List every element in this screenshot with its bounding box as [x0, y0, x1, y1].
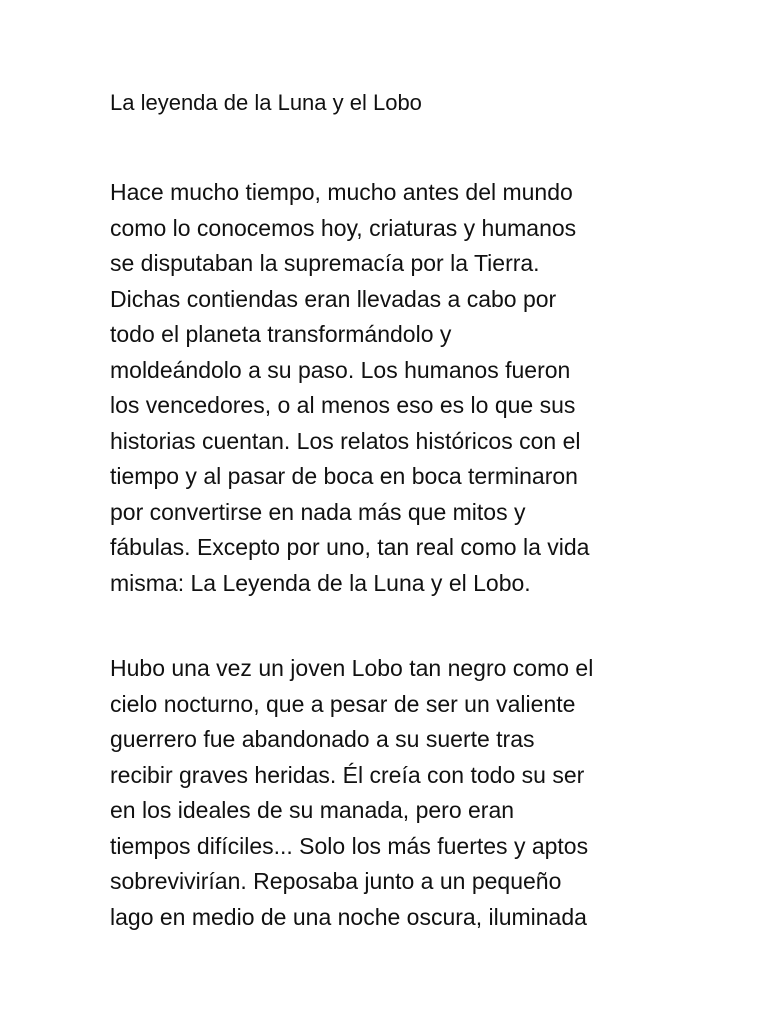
text-line: moldeándolo a su paso. Los humanos fueron: [110, 356, 571, 383]
text-line: Hace mucho tiempo, mucho antes del mundo: [110, 179, 573, 205]
text-line: como lo conocemos hoy, criaturas y humanos: [110, 214, 577, 241]
text-line: tiempo y al pasar de boca en boca terminaron: [110, 463, 578, 489]
text-line: Dichas contiendas eran llevadas a cabo por: [110, 285, 557, 312]
text-line: lago en medio de una noche oscura, iluminada: [110, 903, 587, 930]
text-line: todo el planeta transformándolo y: [110, 321, 452, 347]
document-title: La leyenda de la Luna y el Lobo: [110, 90, 422, 115]
text-line: se disputaban la supremacía por la Tierra.: [110, 250, 540, 276]
text-line: fábulas. Excepto por uno, tan real como la vida: [110, 534, 590, 560]
text-line: tiempos difíciles... Solo los más fuertes y aptos: [110, 832, 589, 859]
paragraph-1: [110, 175, 589, 601]
text-line: sobrevivirían. Reposaba junto a un pequeño: [110, 868, 562, 894]
text-line: en los ideales de su manada, pero eran: [110, 797, 515, 823]
text-line: guerrero fue abandonado a su suerte tras: [110, 726, 535, 752]
text-line: cielo nocturno, que a pesar de ser un valiente: [110, 690, 576, 717]
text-line: recibir graves heridas. Él creía con todo su ser: [110, 761, 585, 788]
text-line: misma: La Leyenda de la Luna y el Lobo.: [110, 569, 531, 596]
text-line: Hubo una vez un joven Lobo tan negro como el: [110, 655, 594, 681]
text-line: los vencedores, o al menos eso es lo que sus: [110, 392, 576, 418]
text-line: por convertirse en nada más que mitos y: [110, 498, 526, 525]
paragraph-2: [110, 651, 593, 935]
text-line: historias cuentan. Los relatos históricos con el: [110, 427, 581, 454]
